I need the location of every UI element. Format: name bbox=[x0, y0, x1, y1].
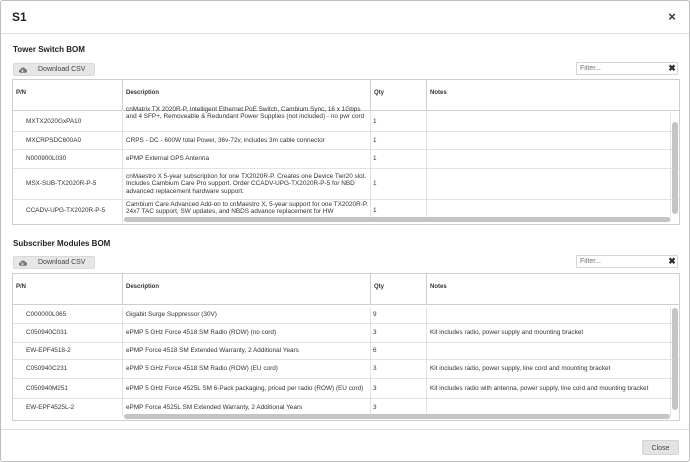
cell-qty: 1 bbox=[371, 150, 427, 168]
cell-pn: C050940M251 bbox=[13, 379, 123, 398]
subscriber-download-csv-button[interactable] bbox=[13, 256, 95, 269]
cell-description: ePMP External GPS Antenna bbox=[123, 150, 371, 168]
cell-qty: 1 bbox=[371, 132, 427, 149]
cell-description-text: cnMatrix TX 2020R-P, Intelligent Ethernet PoE Switch, Cambium Sync, 16 x 1Gbps and 4 SFP+, Removeable & Redundant Power Supplies (not included) - no pwr cord bbox=[126, 106, 365, 121]
tower-bom-table bbox=[12, 79, 680, 225]
cell-description: ePMP Force 4525L SM Extended Warranty, 2 Additional Years bbox=[123, 399, 371, 416]
cell-notes: Kit includes radio, power supply, line cord and mounting bracket bbox=[427, 360, 671, 378]
cell-description bbox=[123, 106, 371, 131]
cell-description: CRPS - DC - 600W total Power, 36v-72v, includes 3m cable connector bbox=[123, 132, 371, 149]
cloud-download-icon bbox=[18, 66, 27, 74]
cell-notes bbox=[427, 132, 671, 149]
tower-download-csv-button[interactable] bbox=[13, 63, 95, 76]
cell-qty: 6 bbox=[371, 343, 427, 359]
cell-description: ePMP 5 GHz Force 4518 SM Radio (ROW) (no cord) bbox=[123, 324, 371, 342]
clear-filter-icon[interactable]: ✖ bbox=[668, 63, 676, 73]
table-row bbox=[13, 379, 679, 399]
close-button[interactable]: Close bbox=[642, 440, 679, 455]
table-row bbox=[13, 169, 679, 200]
cell-pn: MSX-SUB-TX2020R-P-5 bbox=[13, 169, 123, 199]
modal-header bbox=[1, 1, 689, 34]
subscriber-bom-table bbox=[12, 273, 680, 421]
cell-notes bbox=[427, 343, 671, 359]
cell-pn: EW-EPF4518-2 bbox=[13, 343, 123, 359]
modal-footer bbox=[1, 429, 689, 462]
cell-pn: N000900L030 bbox=[13, 150, 123, 168]
table-row bbox=[13, 150, 679, 169]
cell-qty: 3 bbox=[371, 324, 427, 342]
cell-qty: 1 bbox=[371, 110, 427, 131]
subscriber-section-title: Subscriber Modules BOM bbox=[13, 239, 111, 248]
cell-notes bbox=[427, 150, 671, 168]
subscriber-filter-input[interactable] bbox=[576, 255, 678, 268]
cell-pn: MXTX2020GxPA10 bbox=[13, 110, 123, 131]
clear-filter-icon[interactable]: ✖ bbox=[668, 256, 676, 266]
cell-pn: MXCRPSDC600A0 bbox=[13, 132, 123, 149]
table-row bbox=[13, 106, 679, 132]
column-header-notes[interactable]: Notes bbox=[430, 90, 447, 96]
cell-pn: CCADV-UPG-TX2020R-P-5 bbox=[13, 200, 123, 222]
cell-qty: 3 bbox=[371, 360, 427, 378]
subscriber-horizontal-scrollbar[interactable] bbox=[124, 414, 670, 419]
cell-notes bbox=[427, 110, 671, 131]
table-row bbox=[13, 307, 679, 324]
column-header-description[interactable]: Description bbox=[123, 274, 371, 304]
table-row bbox=[13, 132, 679, 150]
subscriber-vertical-scrollbar[interactable] bbox=[672, 308, 678, 410]
cell-qty: 3 bbox=[371, 399, 427, 416]
tower-horizontal-scrollbar[interactable] bbox=[124, 217, 670, 222]
cell-pn: C050940C031 bbox=[13, 324, 123, 342]
cell-description: ePMP 5 GHz Force 4518 SM Radio (ROW) (EU cord) bbox=[123, 360, 371, 378]
subscriber-download-label: Download CSV bbox=[38, 259, 86, 266]
column-header-notes[interactable]: Notes bbox=[430, 284, 447, 290]
column-header-description[interactable]: Description bbox=[123, 80, 371, 110]
cell-qty: 3 bbox=[371, 379, 427, 398]
table-row bbox=[13, 324, 679, 343]
table-header bbox=[13, 274, 679, 305]
cell-notes: Kit includes radio, power supply and mounting bracket bbox=[427, 324, 671, 342]
table-row bbox=[13, 343, 679, 360]
column-header-pn[interactable]: P/N bbox=[13, 80, 123, 110]
tower-download-label: Download CSV bbox=[38, 66, 86, 73]
column-header-qty[interactable]: Qty bbox=[371, 274, 427, 304]
cell-description: ePMP 5 GHz Force 4525L SM 6-Pack packaging, priced per radio (ROW) (EU cord) bbox=[123, 379, 371, 398]
cell-description: cnMaestro X 5-year subscription for one TX2020R-P. Creates one Device Tier20 slot. Includes Cambium Care Pro support. Order CCADV-UPG-TX2020R-P-5 for NBD advanced replacement hardware support. bbox=[123, 169, 371, 199]
cell-notes bbox=[427, 307, 671, 323]
cell-notes: Kit includes radio with antenna, power supply, line cord and mounting bracket bbox=[427, 379, 671, 398]
cell-pn: EW-EPF4525L-2 bbox=[13, 399, 123, 416]
tower-section-title: Tower Switch BOM bbox=[13, 45, 85, 54]
close-icon[interactable]: × bbox=[668, 9, 676, 24]
cell-pn: C000000L065 bbox=[13, 307, 123, 323]
cell-notes bbox=[427, 169, 671, 199]
column-header-qty[interactable]: Qty bbox=[371, 80, 427, 110]
table-row bbox=[13, 360, 679, 379]
column-header-pn[interactable]: P/N bbox=[13, 274, 123, 304]
modal-title: S1 bbox=[12, 10, 27, 24]
cell-qty: 1 bbox=[371, 169, 427, 199]
cell-pn: C050940C231 bbox=[13, 360, 123, 378]
cell-description: ePMP Force 4518 SM Extended Warranty, 2 Additional Years bbox=[123, 343, 371, 359]
cell-qty: 9 bbox=[371, 307, 427, 323]
cell-description: Cambium Care Advanced Add-on to cnMaestro X, 5-year support for one TX2020R-P. 24x7 TAC support, SW updates, and NBDS advance replacement for HW bbox=[123, 200, 371, 222]
cell-description: Gigabit Surge Suppressor (30V) bbox=[123, 307, 371, 323]
tower-filter-input[interactable] bbox=[576, 62, 678, 75]
tower-vertical-scrollbar[interactable] bbox=[672, 122, 678, 214]
cell-qty: 1 bbox=[371, 200, 427, 222]
cloud-download-icon bbox=[18, 259, 27, 267]
